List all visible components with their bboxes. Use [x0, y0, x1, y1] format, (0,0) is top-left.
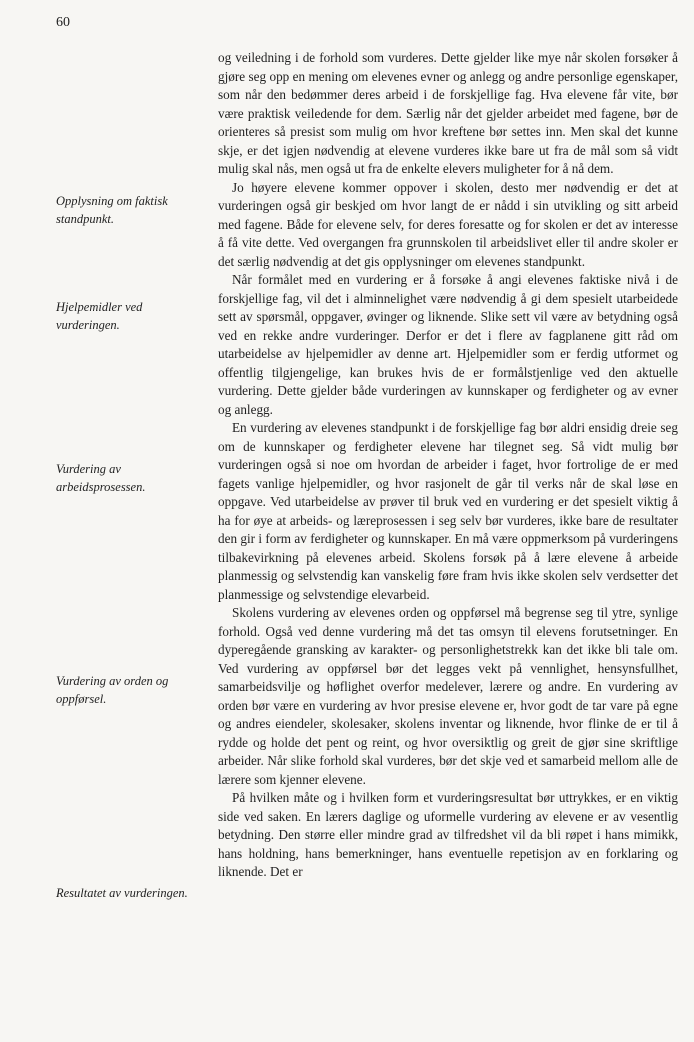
- paragraph: Når formålet med en vurdering er å forsøke å angi elevenes faktiske nivå i de forskjellige fag, vil det i alminnelighet være nødvendig å gi dem spesielt utarbeidede sett av spørsmål, oppgaver, øvinger og liknende. Slike sett vil være av betydning også ved en rekke andre vurderinger. Derfor er det i flere av fagplanene gitt råd om utarbeidelse av hjelpemidler av denne art. Hjelpemidler som er ferdig utformet og offentlig tilgjengelige, kan brukes hvis de er formålstjenlige ved den aktuelle vurdering. Dette gjelder både vurderingen av kunnskaper og ferdigheter og av evner og anlegg.: [218, 272, 678, 417]
- paragraph: En vurdering av elevenes standpunkt i de forskjellige fag bør aldri ensidig dreie seg om de kunnskaper og ferdigheter elevene har tilegnet seg. Så vidt mulig bør vurderingen også si noe om hvordan de arbeider i faget, hvor fortrolige de er med fagets vanlige hjelpemidler, og hvor rasjonelt de går til verks når de skal løse en oppgave. Ved utarbeidelse av prøver til bruk ved en vurdering er det spesielt viktig å ha for øye at arbeids- og læreprosessen i seg selv bør vurderes, ikke bare de resultater den gir i form av ferdigheter og kunnskaper. En må være oppmerksom på vurderingens tilbakevirkning på elevenes arbeid. Skolens forsøk på å lære elevene å arbeide planmessig og selvstendig kan vanskelig føre fram hvis ikke skolen selv verdsetter det planmessige og selvstendige elevarbeid.: [218, 420, 678, 602]
- paragraph: Skolens vurdering av elevenes orden og oppførsel må begrense seg til ytre, synlige forhold. Også ved denne vurdering må det tas omsyn til elevens forutsetninger. En dyperegående gransking av karakter- og personlighetstrekk kan det ikke bli tale om. Ved vurdering av oppførsel bør det legges vekt på vennlighet, hensynsfullhet, samarbeidsvilje og høflighet overfor medelever, lærere og andre. En vurdering av orden bør være en vurdering av hvor presise elevene er, hvor godt de tar vare på egne og andres eiendeler, skolesaker, skolens inventar og liknende, hvor flinke de er til å rydde og holde det pent og reint, og hvor oversiktlig og greit de gjør sine skriftlige arbeider. Når slike forhold skal vurderes, bør det skje ved et samarbeid mellom alle de lærere som kjenner elevene.: [218, 605, 678, 787]
- paragraph: Jo høyere elevene kommer oppover i skolen, desto mer nødvendig er det at vurderingen også gir beskjed om hvor langt de er nådd i sin utvikling og sitt arbeid med fagene. Både for elevene selv, for deres foresatte og for skolen er det av interesse å få vite dette. Ved overgangen fra grunnskolen til arbeidslivet eller til andre skoler er det særlig nødvendig at det gis opplysninger om elevenes standpunkt.: [218, 179, 678, 269]
- paragraph: og veiledning i de forhold som vurderes. Dette gjelder like mye når skolen forsøker å gjøre seg opp en mening om elevenes evner og anlegg og andre personlige egenskaper, som når den bedømmer deres arbeid i de forskjellige fag. Hva elevene får vite, bør være praktisk veiledende for dem. Særlig når det gjelder arbeidet med fagene, bør de orienteres så presist som mulig om hvor kreftene bør settes inn. Men skal det kunne skje, er det igjen nødvendig at elevene vurderes ikke bare ut fra de mål som så vidt mulig skal nås, men også ut fra de enkelte elevers muligheter for å nå dem.: [218, 50, 678, 176]
- sidenote-faktisk-standpunkt: Opplysning om faktisk standpunkt.: [56, 194, 168, 226]
- sidenote-resultatet: Resultatet av vurderingen.: [56, 886, 188, 900]
- body-text: [218, 49, 678, 882]
- sidenote-hjelpemidler: Hjelpemidler ved vurderingen.: [56, 300, 143, 332]
- sidenote-orden-oppforsel: Vurdering av orden og oppførsel.: [56, 674, 169, 706]
- paragraph: På hvilken måte og i hvilken form et vurderingsresultat bør uttrykkes, er en viktig side ved saken. En lærers daglige og uformelle vurdering av elevene er av vesentlig betydning. Den større eller mindre grad av tilfredshet vil da bli røpet i hans mimikk, hans holdning, hans bemerkninger, hans eventuelle repetisjon av en forklaring og liknende. Det er: [218, 790, 678, 879]
- page-number: 60: [56, 15, 70, 30]
- sidenote-arbeidsprosessen: Vurdering av arbeidsprosessen.: [56, 462, 146, 494]
